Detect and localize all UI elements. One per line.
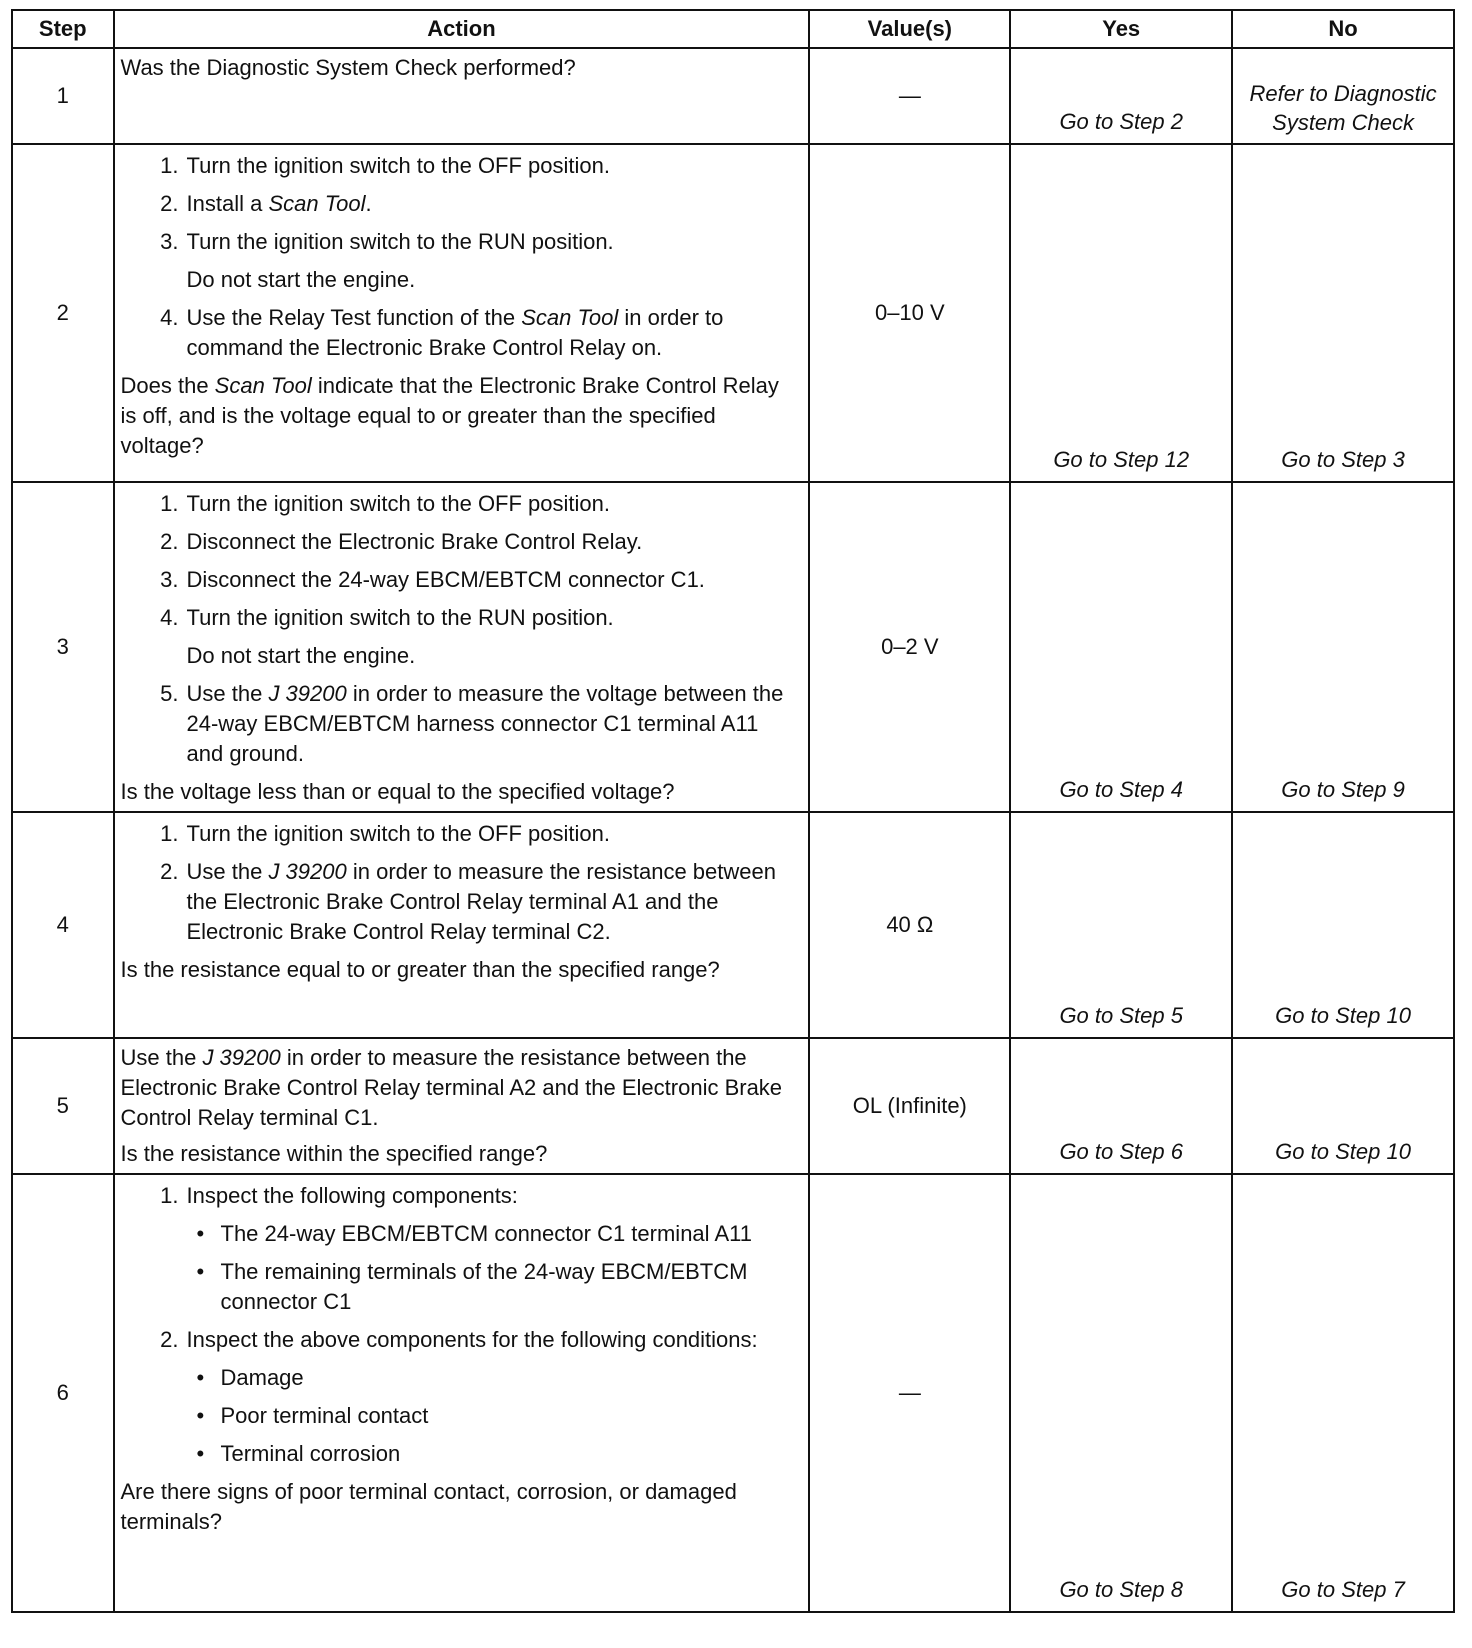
header-values: Value(s): [809, 10, 1010, 48]
header-step: Step: [12, 10, 114, 48]
yes-cell: Go to Step 2: [1010, 48, 1232, 144]
header-yes: Yes: [1010, 10, 1232, 48]
action-cell: [114, 1038, 810, 1174]
list-item: 1. Turn the ignition switch to the OFF position.: [160, 491, 610, 516]
value-cell: 0–2 V: [809, 482, 1010, 812]
step-question: Is the resistance within the specified range?: [120, 1141, 548, 1166]
no-cell: Go to Step 7: [1232, 1174, 1454, 1612]
step-number: 3: [12, 482, 114, 812]
action-cell: [114, 1174, 810, 1612]
step-number: 4: [12, 812, 114, 1038]
no-cell: Go to Step 10: [1232, 1038, 1454, 1174]
step-number: 5: [12, 1038, 114, 1174]
bullet-item: • The 24-way EBCM/EBTCM connector C1 terminal A11: [196, 1221, 752, 1246]
step-instruction: Use the J 39200 in order to measure the resistance between the Electronic Brake Control Relay terminal A2 and the Electronic Brake Control Relay terminal C1.: [120, 1045, 783, 1130]
list-item: 3. Disconnect the 24-way EBCM/EBTCM connector C1.: [160, 567, 705, 592]
step-list: [121, 1181, 799, 1469]
step-note: Do not start the engine.: [186, 267, 416, 292]
action-cell: [114, 48, 810, 144]
bullet-item: • The remaining terminals of the 24-way EBCM/EBTCM connector C1: [196, 1259, 748, 1314]
yes-cell: Go to Step 4: [1010, 482, 1232, 812]
step-list: [121, 151, 799, 363]
value-cell: 40 Ω: [809, 812, 1010, 1038]
table-row: [12, 48, 1454, 144]
step-number: 6: [12, 1174, 114, 1612]
step-question: Are there signs of poor terminal contact, corrosion, or damaged terminals?: [120, 1479, 737, 1534]
header-action: Action: [114, 10, 810, 48]
header-no: No: [1232, 10, 1454, 48]
list-item: 2. Use the J 39200 in order to measure the resistance between the Electronic Brake Control Relay terminal A1 and the Electronic Brake Control Relay terminal C2.: [160, 859, 776, 944]
list-item: 1. Inspect the following components: • The 24-way EBCM/EBTCM connector C1 terminal A11 • The remaining terminals of the 24-way EBCM/EBTCM connector C1: [121, 1181, 799, 1317]
bullet-item: • Damage: [196, 1365, 304, 1390]
condition-list: [187, 1363, 799, 1469]
list-item: 3. Turn the ignition switch to the RUN position. Do not start the engine.: [121, 227, 799, 295]
list-item: 4. Turn the ignition switch to the RUN position. Do not start the engine.: [121, 603, 799, 671]
header-row: [12, 10, 1454, 48]
action-cell: [114, 144, 810, 482]
no-cell: Go to Step 10: [1232, 812, 1454, 1038]
yes-cell: Go to Step 5: [1010, 812, 1232, 1038]
no-cell: Go to Step 9: [1232, 482, 1454, 812]
list-item: 2. Disconnect the Electronic Brake Control Relay.: [160, 529, 643, 554]
diagnostic-table: [11, 9, 1455, 1613]
list-item: 2. Install a Scan Tool.: [160, 191, 372, 216]
list-item: 2. Inspect the above components for the following conditions: • Damage • Poor terminal contact • Terminal corrosion: [121, 1325, 799, 1469]
step-question: Was the Diagnostic System Check performed?: [120, 55, 576, 80]
yes-cell: Go to Step 12: [1010, 144, 1232, 482]
action-cell: [114, 482, 810, 812]
value-cell: —: [809, 48, 1010, 144]
table-row: [12, 144, 1454, 482]
list-item: 4. Use the Relay Test function of the Scan Tool in order to command the Electronic Brake Control Relay on.: [160, 305, 724, 360]
value-cell: —: [809, 1174, 1010, 1612]
no-cell: Go to Step 3: [1232, 144, 1454, 482]
list-item: 1. Turn the ignition switch to the OFF position.: [160, 153, 610, 178]
action-cell: [114, 812, 810, 1038]
step-question: Is the voltage less than or equal to the specified voltage?: [120, 779, 675, 804]
yes-cell: Go to Step 8: [1010, 1174, 1232, 1612]
list-item: 1. Turn the ignition switch to the OFF position.: [160, 821, 610, 846]
no-cell: Refer to Diagnostic System Check: [1232, 48, 1454, 144]
component-list: [187, 1219, 799, 1317]
value-cell: 0–10 V: [809, 144, 1010, 482]
table-row: [12, 1174, 1454, 1612]
step-question: Is the resistance equal to or greater than the specified range?: [120, 957, 720, 982]
step-list: [121, 819, 799, 947]
yes-cell: Go to Step 6: [1010, 1038, 1232, 1174]
table-row: [12, 1038, 1454, 1174]
list-item: 5. Use the J 39200 in order to measure the voltage between the 24-way EBCM/EBTCM harness connector C1 terminal A11 and ground.: [160, 681, 784, 766]
step-number: 2: [12, 144, 114, 482]
step-list: [121, 489, 799, 769]
table-row: [12, 812, 1454, 1038]
table-row: [12, 482, 1454, 812]
value-cell: OL (Infinite): [809, 1038, 1010, 1174]
step-note: Do not start the engine.: [186, 643, 416, 668]
step-number: 1: [12, 48, 114, 144]
step-question: Does the Scan Tool indicate that the Electronic Brake Control Relay is off, and is the voltage equal to or greater than the specified voltage?: [120, 373, 779, 458]
bullet-item: • Poor terminal contact: [196, 1403, 429, 1428]
bullet-item: • Terminal corrosion: [196, 1441, 401, 1466]
